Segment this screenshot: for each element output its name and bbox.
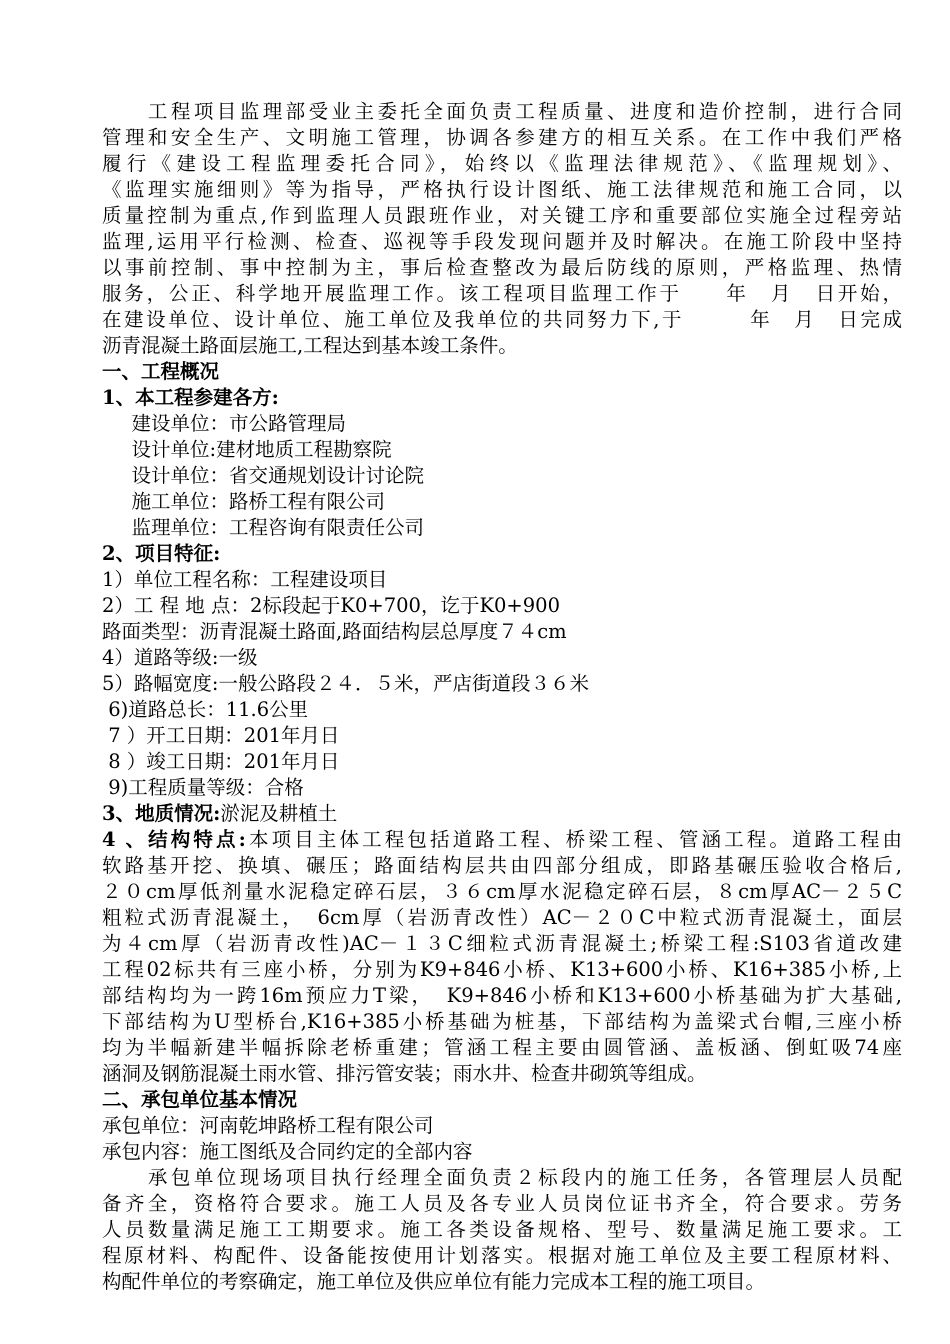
structure-line: 均为半幅新建半幅拆除老桥重建；管涵工程主要由圆管涵、盖板涵、倒虹吸74座 bbox=[102, 1036, 902, 1059]
subsection-heading: 3、地质情况: bbox=[102, 802, 221, 825]
party-line: 建设单位：市公路管理局 bbox=[112, 412, 347, 435]
structure-line: 粗粒式沥青混凝土， 6cm厚（岩沥青改性）AC－２０C中粒式沥青混凝土，面层 bbox=[102, 906, 902, 929]
feature-line: 5）路幅宽度:一般公路段２４．５米，严店街道段３６米 bbox=[102, 672, 589, 695]
party-line: 设计单位：省交通规划设计讨论院 bbox=[112, 464, 425, 487]
geology-text: 淤泥及耕植土 bbox=[220, 802, 338, 825]
feature-line: 8 ）竣工日期：201年月日 bbox=[102, 750, 340, 773]
intro-line: 管理和安全生产、文明施工管理，协调各参建方的相互关系。在工作中我们严格 bbox=[102, 126, 902, 149]
contractor-line: 承包单位：河南乾坤路桥工程有限公司 bbox=[102, 1114, 434, 1137]
intro-line: 在建设单位、设计单位、施工单位及我单位的共同努力下,于 年 月 日完成 bbox=[102, 308, 902, 331]
intro-line: 以事前控制、事中控制为主，事后检查整改为最后防线的原则，严格监理、热情 bbox=[102, 256, 902, 279]
contractor-para-line: 人员数量满足施工工期要求。施工各类设备规格、型号、数量满足施工要求。工 bbox=[102, 1218, 902, 1241]
contractor-line: 承包内容：施工图纸及合同约定的全部内容 bbox=[102, 1140, 473, 1163]
structure-line bbox=[102, 827, 902, 852]
structure-line: 部结构均为一跨16m预应力T梁， K9+846小桥和K13+600小桥基础为扩大基础, bbox=[102, 984, 902, 1007]
contractor-para-line: 承包单位现场项目执行经理全面负责２标段内的施工任务，各管理层人员配 bbox=[102, 1166, 902, 1189]
structure-line: 软路基开挖、换填、碾压；路面结构层共由四部分组成，即路基碾压验收合格后, bbox=[102, 854, 902, 877]
geology-line bbox=[102, 801, 902, 826]
party-line: 施工单位：路桥工程有限公司 bbox=[112, 490, 386, 513]
section-heading: 一、工程概况 bbox=[102, 360, 220, 383]
structure-line: 为４cm厚（岩沥青改性)AC－１３C细粒式沥青混凝土;桥梁工程:S103省道改建 bbox=[102, 932, 902, 955]
subsection-heading: 2、项目特征: bbox=[102, 542, 221, 565]
intro-line: 沥青混凝土路面层施工,工程达到基本竣工条件。 bbox=[102, 334, 518, 357]
structure-line: 涵洞及钢筋混凝土雨水管、排污管安装；雨水井、检查井砌筑等组成。 bbox=[102, 1062, 707, 1085]
intro-line: 监理,运用平行检测、检查、巡视等手段发现问题并及时解决。在施工阶段中坚持 bbox=[102, 230, 902, 253]
intro-line: 《监理实施细则》等为指导，严格执行设计图纸、施工法律规范和施工合同，以 bbox=[102, 178, 902, 201]
party-line: 设计单位:建材地质工程勘察院 bbox=[112, 438, 392, 461]
feature-line: 1）单位工程名称：工程建设项目 bbox=[102, 568, 388, 591]
contractor-para-line: 构配件单位的考察确定，施工单位及供应单位有能力完成本工程的施工项目。 bbox=[102, 1270, 766, 1293]
intro-line: 质量控制为重点,作到监理人员跟班作业，对关键工序和重要部位实施全过程旁站 bbox=[102, 204, 902, 227]
intro-line: 服务，公正、科学地开展监理工作。该工程项目监理工作于 年 月 日开始， bbox=[102, 282, 902, 305]
intro-line: 工程项目监理部受业主委托全面负责工程质量、进度和造价控制，进行合同 bbox=[102, 100, 902, 123]
section-heading: 二、承包单位基本情况 bbox=[102, 1088, 298, 1111]
contractor-para-line: 备齐全，资格符合要求。施工人员及各专业人员岗位证书齐全，符合要求。劳务 bbox=[102, 1192, 902, 1215]
structure-line: 下部结构为U型桥台,K16+385小桥基础为桩基，下部结构为盖梁式台帽,三座小桥 bbox=[102, 1010, 902, 1033]
subsection-heading: 1、本工程参建各方: bbox=[102, 386, 279, 409]
feature-line: 2）工 程 地 点：2标段起于K0+700，讫于K0+900 bbox=[102, 594, 560, 617]
feature-line: 4）道路等级:一级 bbox=[102, 646, 258, 669]
party-line: 监理单位：工程咨询有限责任公司 bbox=[112, 516, 425, 539]
structure-line: 工程02标共有三座小桥，分别为K9+846小桥、K13+600小桥、K16+385小桥,上 bbox=[102, 958, 902, 981]
structure-line: ２０cm厚低剂量水泥稳定碎石层，３６cm厚水泥稳定碎石层，８cm厚AC－２５C bbox=[102, 880, 902, 903]
structure-text: 本项目主体工程包括道路工程、桥梁工程、管涵工程。道路工程由 bbox=[245, 828, 902, 851]
feature-line: 9)工程质量等级：合格 bbox=[102, 776, 304, 799]
subsection-heading: 4 、结构特点: bbox=[102, 828, 246, 851]
contractor-para-line: 程原材料、构配件、设备能按使用计划落实。根据对施工单位及主要工程原材料、 bbox=[102, 1244, 902, 1267]
feature-line: 路面类型：沥青混凝土路面,路面结构层总厚度７４cm bbox=[102, 620, 567, 643]
feature-line: 7 ）开工日期：201年月日 bbox=[102, 724, 340, 747]
feature-line: 6)道路总长：11.6公里 bbox=[102, 698, 309, 721]
intro-line: 履行《建设工程监理委托合同》，始终以《监理法律规范》、《监理规划》、 bbox=[102, 152, 902, 175]
